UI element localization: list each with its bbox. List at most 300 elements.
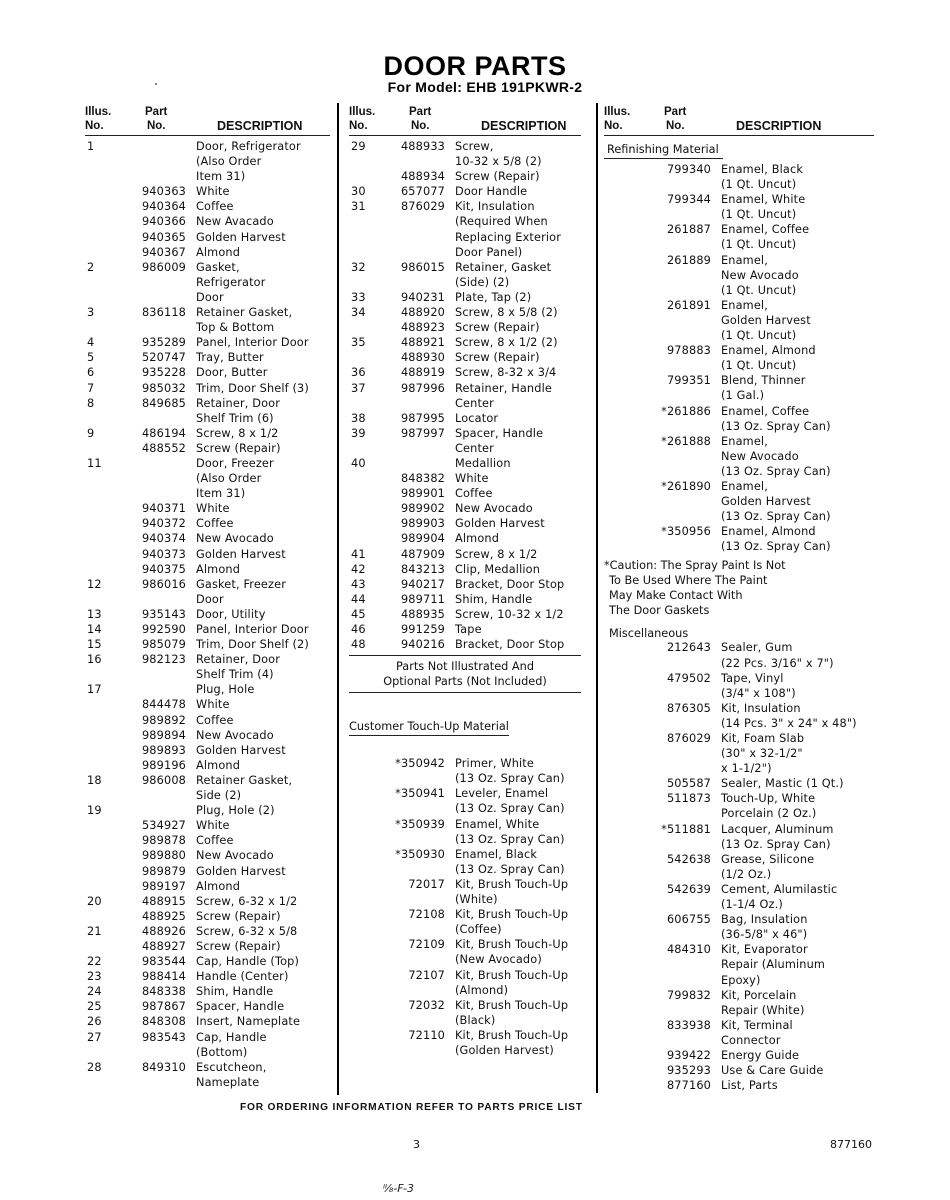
table-row bbox=[85, 547, 330, 562]
part-description: (1 Qt. Uncut) bbox=[721, 238, 797, 252]
part-description: (13 Oz. Spray Can) bbox=[721, 419, 831, 433]
part-number: 534927 bbox=[141, 819, 186, 833]
table-row bbox=[85, 471, 330, 486]
part-description: (13 Oz. Spray Can) bbox=[721, 540, 831, 554]
part-description: Door, Butter bbox=[196, 366, 268, 380]
table-row bbox=[85, 154, 330, 169]
part-description: Screw, 8 x 5/8 (2) bbox=[455, 306, 558, 320]
document-number: 877160 bbox=[830, 1138, 872, 1151]
part-number: 486194 bbox=[141, 426, 186, 440]
part-number: 988414 bbox=[141, 970, 186, 984]
part-number: 986016 bbox=[141, 577, 186, 591]
part-description: Tape, Vinyl bbox=[721, 671, 784, 685]
illus-number: 12 bbox=[87, 577, 102, 591]
table-row bbox=[604, 882, 874, 897]
table-row bbox=[85, 954, 330, 969]
part-description: Screw, 8 x 1/2 (2) bbox=[455, 336, 558, 350]
table-row bbox=[604, 207, 874, 222]
part-description: Retainer Gasket, bbox=[196, 306, 293, 320]
part-description: (Golden Harvest) bbox=[455, 1043, 554, 1057]
table-row bbox=[85, 275, 330, 290]
part-number: 940216 bbox=[400, 638, 445, 652]
part-description: (36-5/8" x 46") bbox=[721, 928, 808, 942]
illus-number: 17 bbox=[87, 683, 102, 697]
header-illus: Illus. bbox=[604, 106, 631, 118]
part-description: Retainer, Door bbox=[196, 653, 280, 667]
part-number: 989903 bbox=[400, 517, 445, 531]
part-number: 520747 bbox=[141, 351, 186, 365]
table-row bbox=[85, 1030, 330, 1045]
part-description: Item 31) bbox=[196, 487, 246, 501]
illus-number: 48 bbox=[351, 638, 366, 652]
part-description: Door bbox=[196, 592, 224, 606]
part-number: 799351 bbox=[666, 374, 711, 388]
part-description: Golden Harvest bbox=[455, 517, 545, 531]
part-description: x 1-1/2") bbox=[721, 762, 772, 776]
part-description: (30" x 32-1/2" bbox=[721, 747, 803, 761]
part-description: Coffee bbox=[196, 200, 234, 214]
table-row bbox=[85, 516, 330, 531]
table-row bbox=[349, 486, 581, 501]
table-row bbox=[85, 592, 330, 607]
illus-number: 15 bbox=[87, 638, 102, 652]
part-description: (Also Order bbox=[196, 472, 262, 486]
table-row bbox=[604, 434, 874, 449]
table-row bbox=[604, 852, 874, 867]
part-number: 657077 bbox=[400, 185, 445, 199]
part-description: Handle (Center) bbox=[196, 970, 289, 984]
part-description: Cap, Handle bbox=[196, 1030, 267, 1044]
table-row bbox=[349, 592, 581, 607]
part-number: 940231 bbox=[400, 290, 445, 304]
illus-number: 32 bbox=[351, 260, 366, 274]
part-number: 986009 bbox=[141, 260, 186, 274]
illus-number: 3 bbox=[87, 306, 95, 320]
illus-number: 44 bbox=[351, 592, 366, 606]
part-number: 488933 bbox=[400, 140, 445, 153]
part-description: (1 Qt. Uncut) bbox=[721, 329, 797, 343]
table-row bbox=[349, 441, 581, 456]
illus-number: 23 bbox=[87, 970, 102, 984]
table-row bbox=[349, 305, 581, 320]
illus-number: 36 bbox=[351, 366, 366, 380]
part-number: 940371 bbox=[141, 502, 186, 516]
table-row bbox=[604, 524, 874, 539]
table-row bbox=[85, 486, 330, 501]
part-description: Coffee bbox=[196, 834, 234, 848]
part-description: Almond bbox=[196, 562, 241, 576]
table-row bbox=[604, 283, 874, 298]
table-row bbox=[349, 139, 581, 154]
header-illus: Illus. bbox=[85, 106, 112, 118]
part-description: (Side) (2) bbox=[455, 275, 510, 289]
part-description: Plate, Tap (2) bbox=[455, 290, 532, 304]
column-divider bbox=[596, 103, 598, 1093]
parts-list bbox=[85, 139, 330, 1090]
illus-number: 7 bbox=[87, 381, 95, 395]
part-number: 833938 bbox=[666, 1018, 711, 1032]
misc-section bbox=[604, 622, 874, 641]
part-description: Medallion bbox=[455, 456, 511, 470]
table-row bbox=[604, 746, 874, 761]
part-number: 72032 bbox=[408, 998, 445, 1012]
part-description: Replacing Exterior bbox=[455, 230, 562, 244]
part-description: Tray, Butter bbox=[196, 351, 264, 365]
illus-number: 35 bbox=[351, 336, 366, 350]
table-row bbox=[85, 969, 330, 984]
part-number: 935228 bbox=[141, 366, 186, 380]
illus-number: 28 bbox=[87, 1060, 102, 1074]
part-number: 488927 bbox=[141, 939, 186, 953]
table-row bbox=[85, 577, 330, 592]
part-description: Escutcheon, bbox=[196, 1060, 267, 1074]
part-number: 876305 bbox=[666, 701, 711, 715]
part-description: Golden Harvest bbox=[721, 313, 811, 327]
illus-number: 40 bbox=[351, 456, 366, 470]
part-description: Screw (Repair) bbox=[455, 351, 540, 365]
table-row bbox=[349, 547, 581, 562]
part-description: Connector bbox=[721, 1033, 781, 1047]
part-description: Golden Harvest bbox=[196, 230, 286, 244]
table-row bbox=[604, 404, 874, 419]
table-row bbox=[85, 848, 330, 863]
part-number: 606755 bbox=[666, 913, 711, 927]
refinishing-section bbox=[604, 138, 874, 554]
part-description: Kit, Evaporator bbox=[721, 943, 808, 957]
part-description: Shim, Handle bbox=[196, 985, 274, 999]
illus-number: 5 bbox=[87, 351, 95, 365]
part-description: (3/4" x 108") bbox=[721, 686, 796, 700]
part-description: Almond bbox=[196, 879, 241, 893]
part-number: 72109 bbox=[408, 938, 445, 952]
table-row bbox=[349, 862, 581, 877]
part-number: *261886 bbox=[661, 404, 711, 418]
part-description: Sealer, Gum bbox=[721, 641, 793, 655]
table-row bbox=[604, 1078, 874, 1093]
table-row bbox=[604, 464, 874, 479]
part-number: 484310 bbox=[666, 943, 711, 957]
part-number: *261888 bbox=[661, 434, 711, 448]
table-row bbox=[85, 290, 330, 305]
header-description: DESCRIPTION bbox=[217, 119, 303, 133]
part-description: Door Panel) bbox=[455, 245, 523, 259]
part-description: (1/2 Oz.) bbox=[721, 867, 772, 881]
not-illustrated-line2: Optional Parts (Not Included) bbox=[383, 675, 547, 689]
illus-number: 31 bbox=[351, 200, 366, 214]
header-part: Part bbox=[145, 106, 168, 118]
part-number: 940374 bbox=[141, 532, 186, 546]
illus-number: 43 bbox=[351, 577, 366, 591]
part-number: *261890 bbox=[661, 479, 711, 493]
part-description: (Black) bbox=[455, 1013, 496, 1027]
table-row bbox=[349, 892, 581, 907]
part-description: (13 Oz. Spray Can) bbox=[721, 510, 831, 524]
part-description: Spacer, Handle bbox=[455, 426, 544, 440]
illus-number: 11 bbox=[87, 456, 102, 470]
part-number: *350930 bbox=[395, 847, 445, 861]
part-number: 989711 bbox=[400, 592, 445, 606]
table-row bbox=[349, 983, 581, 998]
illus-number: 30 bbox=[351, 185, 366, 199]
part-description: Retainer, Handle bbox=[455, 381, 552, 395]
part-description: Golden Harvest bbox=[196, 864, 286, 878]
illus-number: 6 bbox=[87, 366, 95, 380]
part-number: *350942 bbox=[395, 757, 445, 771]
part-number: 987995 bbox=[400, 411, 445, 425]
part-description: Shelf Trim (6) bbox=[196, 411, 274, 425]
part-description: Gasket, Freezer bbox=[196, 577, 287, 591]
part-number: 261889 bbox=[666, 253, 711, 267]
part-description: Coffee bbox=[455, 487, 493, 501]
illus-number: 22 bbox=[87, 955, 102, 969]
illus-number: 29 bbox=[351, 140, 366, 153]
part-description: Door bbox=[196, 290, 224, 304]
header-illus-no: No. bbox=[349, 120, 368, 132]
table-row bbox=[85, 199, 330, 214]
table-row bbox=[349, 607, 581, 622]
part-description: Screw, 8 x 1/2 bbox=[196, 426, 279, 440]
illus-number: 2 bbox=[87, 260, 95, 274]
part-description: Porcelain (2 Oz.) bbox=[721, 807, 817, 821]
part-number: 940367 bbox=[141, 245, 186, 259]
table-row bbox=[349, 199, 581, 214]
part-number: 985079 bbox=[141, 638, 186, 652]
table-row bbox=[349, 998, 581, 1013]
table-row bbox=[85, 879, 330, 894]
table-row bbox=[85, 381, 330, 396]
part-description: Epoxy) bbox=[721, 973, 761, 987]
table-row bbox=[349, 184, 581, 199]
table-row bbox=[85, 833, 330, 848]
part-number: 940373 bbox=[141, 547, 186, 561]
parts-column-3 bbox=[604, 103, 874, 1093]
part-description: (Bottom) bbox=[196, 1045, 248, 1059]
part-number: 487909 bbox=[400, 547, 445, 561]
part-description: Enamel, Coffee bbox=[721, 404, 810, 418]
table-row bbox=[349, 847, 581, 862]
part-number: 989893 bbox=[141, 743, 186, 757]
not-illustrated-line1: Parts Not Illustrated And bbox=[395, 660, 534, 674]
part-number: 987867 bbox=[141, 1000, 186, 1014]
part-number: 848338 bbox=[141, 985, 186, 999]
table-row bbox=[604, 479, 874, 494]
part-description: Kit, Brush Touch-Up bbox=[455, 1028, 569, 1042]
header-description: DESCRIPTION bbox=[481, 119, 567, 133]
table-row bbox=[604, 716, 874, 731]
part-description: Retainer, Gasket bbox=[455, 260, 552, 274]
table-row bbox=[604, 791, 874, 806]
part-description: New Avocado bbox=[196, 849, 274, 863]
part-description: Touch-Up, White bbox=[721, 792, 816, 806]
part-description: Kit, Insulation bbox=[721, 701, 801, 715]
part-number: 488915 bbox=[141, 894, 186, 908]
table-row bbox=[604, 761, 874, 776]
part-number: 488935 bbox=[400, 607, 445, 621]
table-row bbox=[349, 531, 581, 546]
table-row bbox=[349, 756, 581, 771]
table-row bbox=[349, 350, 581, 365]
table-row bbox=[349, 501, 581, 516]
illus-number: 41 bbox=[351, 547, 366, 561]
part-number: 939422 bbox=[666, 1048, 711, 1062]
table-row bbox=[604, 162, 874, 177]
part-description: Screw, 6-32 x 1/2 bbox=[196, 894, 298, 908]
part-description: Retainer, Door bbox=[196, 396, 280, 410]
part-description: Use & Care Guide bbox=[721, 1064, 824, 1078]
table-row bbox=[85, 365, 330, 380]
table-row bbox=[349, 832, 581, 847]
table-row bbox=[349, 562, 581, 577]
part-description: (1 Qt. Uncut) bbox=[721, 178, 797, 192]
caution-line: The Door Gaskets bbox=[609, 604, 710, 618]
column-header bbox=[604, 103, 874, 136]
part-description: Enamel, Black bbox=[721, 163, 804, 176]
part-description: (22 Pcs. 3/16" x 7") bbox=[721, 656, 834, 670]
part-number: 848308 bbox=[141, 1015, 186, 1029]
table-row bbox=[85, 411, 330, 426]
table-row bbox=[349, 365, 581, 380]
part-number: *350941 bbox=[395, 787, 445, 801]
part-description: Insert, Nameplate bbox=[196, 1015, 301, 1029]
part-number: 983543 bbox=[141, 1030, 186, 1044]
part-description: Door, Refrigerator bbox=[196, 140, 301, 153]
touchup-heading: Customer Touch-Up Material bbox=[349, 719, 509, 736]
column-header bbox=[349, 103, 581, 136]
part-number: 488934 bbox=[400, 170, 445, 184]
part-number: 940364 bbox=[141, 200, 186, 214]
part-number: 987997 bbox=[400, 426, 445, 440]
part-description: Golden Harvest bbox=[721, 495, 811, 509]
table-row bbox=[349, 877, 581, 892]
not-illustrated-note bbox=[349, 655, 581, 693]
table-row bbox=[349, 1013, 581, 1028]
part-number: 799344 bbox=[666, 193, 711, 207]
table-row bbox=[349, 771, 581, 786]
part-number: 986015 bbox=[400, 260, 445, 274]
illus-number: 9 bbox=[87, 426, 95, 440]
table-row bbox=[85, 139, 330, 154]
part-description: Screw (Repair) bbox=[455, 170, 540, 184]
handwritten-note: ᴵᴵ⁄₈-F-3 bbox=[383, 1182, 414, 1195]
part-description: Gasket, bbox=[196, 260, 240, 274]
part-description: Kit, Insulation bbox=[455, 200, 535, 214]
part-number: 799832 bbox=[666, 988, 711, 1002]
part-description: Cement, Alumilastic bbox=[721, 882, 838, 896]
table-row bbox=[85, 637, 330, 652]
part-description: Enamel, bbox=[721, 298, 768, 312]
part-description: Leveler, Enamel bbox=[455, 787, 549, 801]
part-description: Kit, Brush Touch-Up bbox=[455, 968, 569, 982]
table-row bbox=[85, 788, 330, 803]
table-row bbox=[85, 230, 330, 245]
caution-line: *Caution: The Spray Paint Is Not bbox=[604, 559, 786, 573]
part-description: Refrigerator bbox=[196, 275, 266, 289]
part-description: (14 Pcs. 3" x 24" x 48") bbox=[721, 716, 857, 730]
part-description: Door, Freezer bbox=[196, 456, 274, 470]
part-description: Trim, Door Shelf (2) bbox=[196, 638, 309, 652]
table-row bbox=[85, 864, 330, 879]
illus-number: 1 bbox=[87, 140, 95, 153]
part-description: Golden Harvest bbox=[196, 547, 286, 561]
header-part-no: No. bbox=[666, 120, 685, 132]
table-row bbox=[85, 441, 330, 456]
part-number: 982123 bbox=[141, 653, 186, 667]
part-description: (White) bbox=[455, 893, 498, 907]
part-number: 978883 bbox=[666, 344, 711, 358]
part-description: (Almond) bbox=[455, 983, 509, 997]
table-row bbox=[604, 822, 874, 837]
table-row bbox=[85, 743, 330, 758]
table-row bbox=[349, 786, 581, 801]
part-number: 989879 bbox=[141, 864, 186, 878]
part-number: 488921 bbox=[400, 336, 445, 350]
table-row bbox=[604, 192, 874, 207]
table-row bbox=[349, 577, 581, 592]
part-description: Screw (Repair) bbox=[196, 939, 281, 953]
table-row bbox=[85, 456, 330, 471]
part-description: Cap, Handle (Top) bbox=[196, 955, 300, 969]
illus-number: 37 bbox=[351, 381, 366, 395]
part-description: Primer, White bbox=[455, 757, 534, 771]
table-row bbox=[604, 897, 874, 912]
illus-number: 27 bbox=[87, 1030, 102, 1044]
table-row bbox=[85, 713, 330, 728]
caution-line: May Make Contact With bbox=[609, 589, 743, 603]
table-row bbox=[604, 1048, 874, 1063]
part-description: (1 Gal.) bbox=[721, 389, 765, 403]
table-row bbox=[604, 1003, 874, 1018]
illus-number: 45 bbox=[351, 607, 366, 621]
part-description: Energy Guide bbox=[721, 1048, 800, 1062]
part-number: 488923 bbox=[400, 321, 445, 335]
illus-number: 38 bbox=[351, 411, 366, 425]
part-description: Screw (Repair) bbox=[455, 321, 540, 335]
table-row bbox=[85, 305, 330, 320]
part-description: Screw (Repair) bbox=[196, 909, 281, 923]
part-number: 940366 bbox=[141, 215, 186, 229]
header-illus-no: No. bbox=[85, 120, 104, 132]
part-description: Almond bbox=[196, 758, 241, 772]
part-description: Screw, bbox=[455, 140, 494, 153]
refinishing-heading: Refinishing Material bbox=[604, 142, 723, 159]
part-description: Kit, Brush Touch-Up bbox=[455, 877, 569, 891]
part-description: Blend, Thinner bbox=[721, 374, 806, 388]
part-description: Screw (Repair) bbox=[196, 441, 281, 455]
part-description: (1 Qt. Uncut) bbox=[721, 208, 797, 222]
part-description: Shim, Handle bbox=[455, 592, 533, 606]
part-number: 488926 bbox=[141, 924, 186, 938]
part-description: Enamel, Black bbox=[455, 847, 538, 861]
table-row bbox=[85, 909, 330, 924]
part-number: 843213 bbox=[400, 562, 445, 576]
part-number: 72110 bbox=[408, 1028, 445, 1042]
touchup-list bbox=[349, 756, 581, 1058]
part-number: 799340 bbox=[666, 163, 711, 176]
table-row bbox=[604, 449, 874, 464]
part-description: Center bbox=[455, 441, 494, 455]
part-description: New Avocado bbox=[721, 449, 799, 463]
header-part-no: No. bbox=[147, 120, 166, 132]
part-description: Enamel, Almond bbox=[721, 344, 816, 358]
part-number: 72017 bbox=[408, 877, 445, 891]
illus-number: 42 bbox=[351, 562, 366, 576]
part-number: 877160 bbox=[666, 1079, 711, 1093]
table-row bbox=[85, 1060, 330, 1075]
part-number: 261891 bbox=[666, 298, 711, 312]
part-description: Locator bbox=[455, 411, 499, 425]
part-description: List, Parts bbox=[721, 1079, 778, 1093]
table-row bbox=[85, 652, 330, 667]
